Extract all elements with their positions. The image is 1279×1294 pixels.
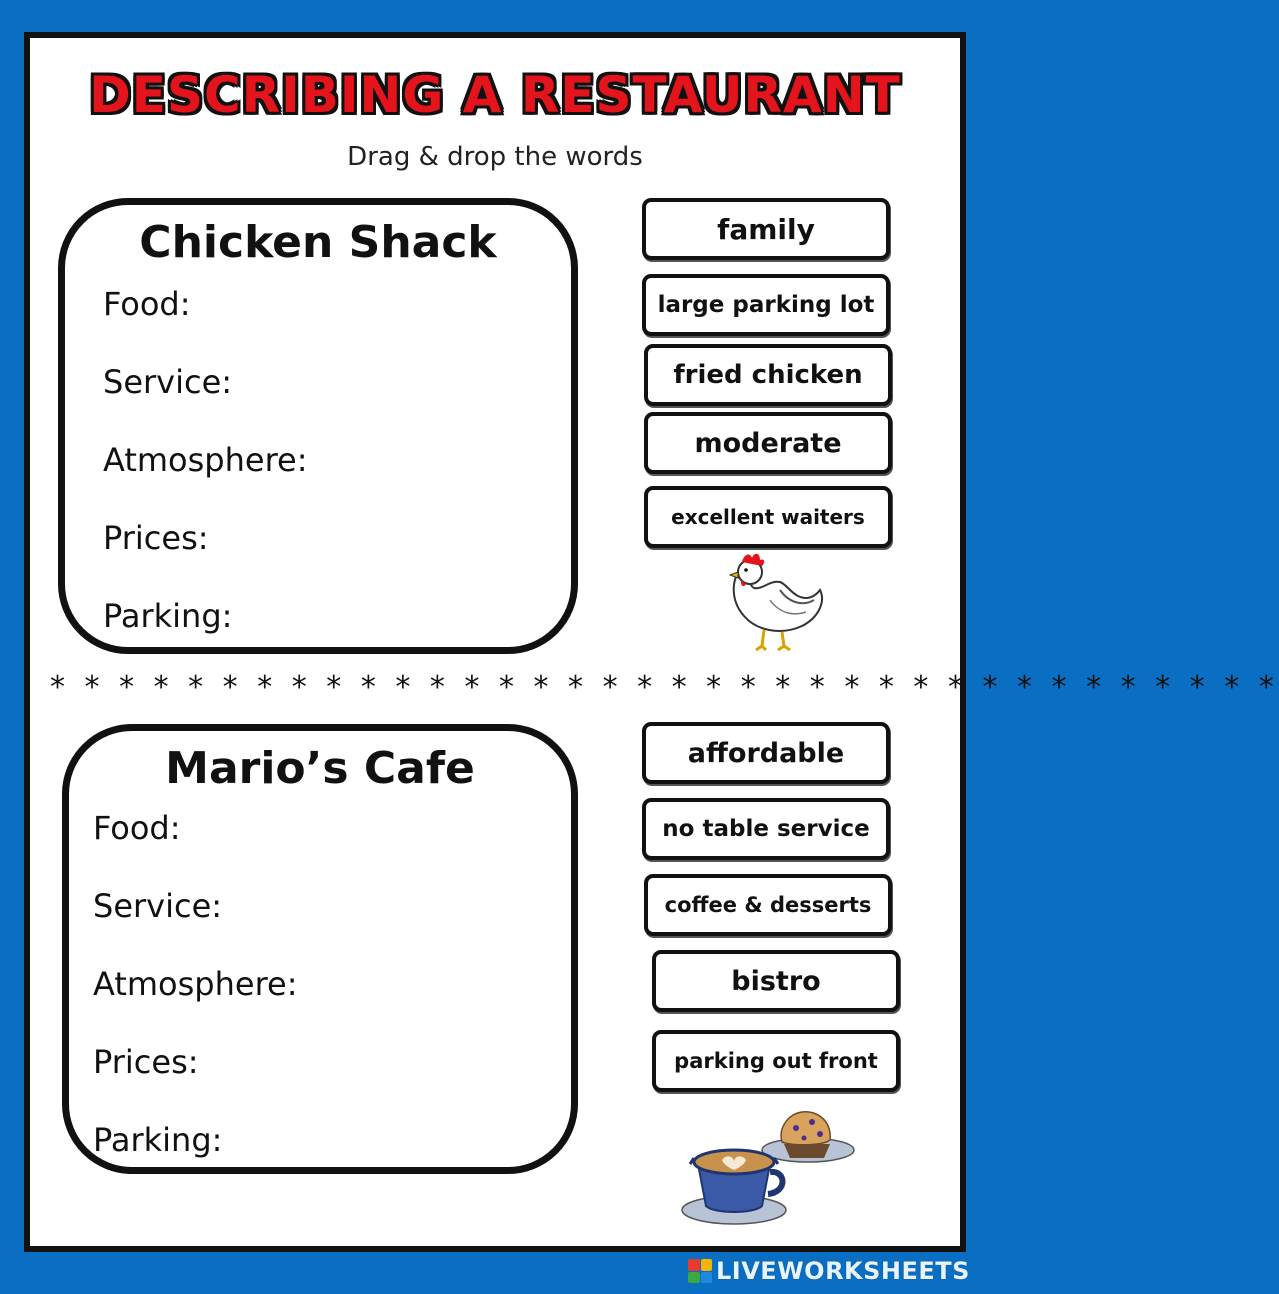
worksheet-title: DESCRIBING A RESTAURANT [89, 66, 901, 124]
chicken-shack-parking-label: Parking: [103, 597, 233, 635]
chicken-shack-service-label: Service: [103, 363, 233, 401]
word-bistro[interactable]: bistro [652, 950, 900, 1012]
section-separator: * * * * * * * * * * * * * * * * * * * * * * * * * * * * * * * * * * * * [50, 670, 1279, 705]
marios-cafe-food-label: Food: [93, 809, 181, 847]
chicken-shack-atmosphere-label: Atmosphere: [103, 441, 308, 479]
word-no-table-service[interactable]: no table service [642, 798, 890, 860]
chicken-shack-card [58, 198, 578, 654]
marios-cafe-atmosphere-label: Atmosphere: [93, 965, 298, 1003]
liveworksheets-logo-icon [688, 1259, 712, 1283]
coffee-muffin-icon [684, 1102, 864, 1226]
word-coffee-and-desserts[interactable]: coffee & desserts [644, 874, 892, 936]
worksheet-instructions: Drag & drop the words [347, 142, 643, 172]
word-parking-out-front[interactable]: parking out front [652, 1030, 900, 1092]
marios-cafe-prices-label: Prices: [93, 1043, 199, 1081]
worksheet-sheet [24, 32, 1279, 1252]
chicken-shack-title: Chicken Shack [139, 217, 497, 268]
word-affordable[interactable]: affordable [642, 722, 890, 784]
liveworksheets-brand [688, 1256, 970, 1286]
hen-icon [710, 550, 830, 654]
marios-cafe-service-label: Service: [93, 887, 223, 925]
word-moderate[interactable]: moderate [644, 412, 892, 474]
word-large-parking-lot[interactable]: large parking lot [642, 274, 890, 336]
word-excellent-waiters[interactable]: excellent waiters [644, 486, 892, 548]
brand-name: LIVEWORKSHEETS [716, 1257, 970, 1285]
word-fried-chicken[interactable]: fried chicken [644, 344, 892, 406]
marios-cafe-parking-label: Parking: [93, 1121, 223, 1159]
chicken-shack-prices-label: Prices: [103, 519, 209, 557]
word-family[interactable]: family [642, 198, 890, 260]
marios-cafe-card [62, 724, 578, 1174]
marios-cafe-title: Mario’s Cafe [165, 743, 475, 794]
chicken-shack-food-label: Food: [103, 285, 191, 323]
